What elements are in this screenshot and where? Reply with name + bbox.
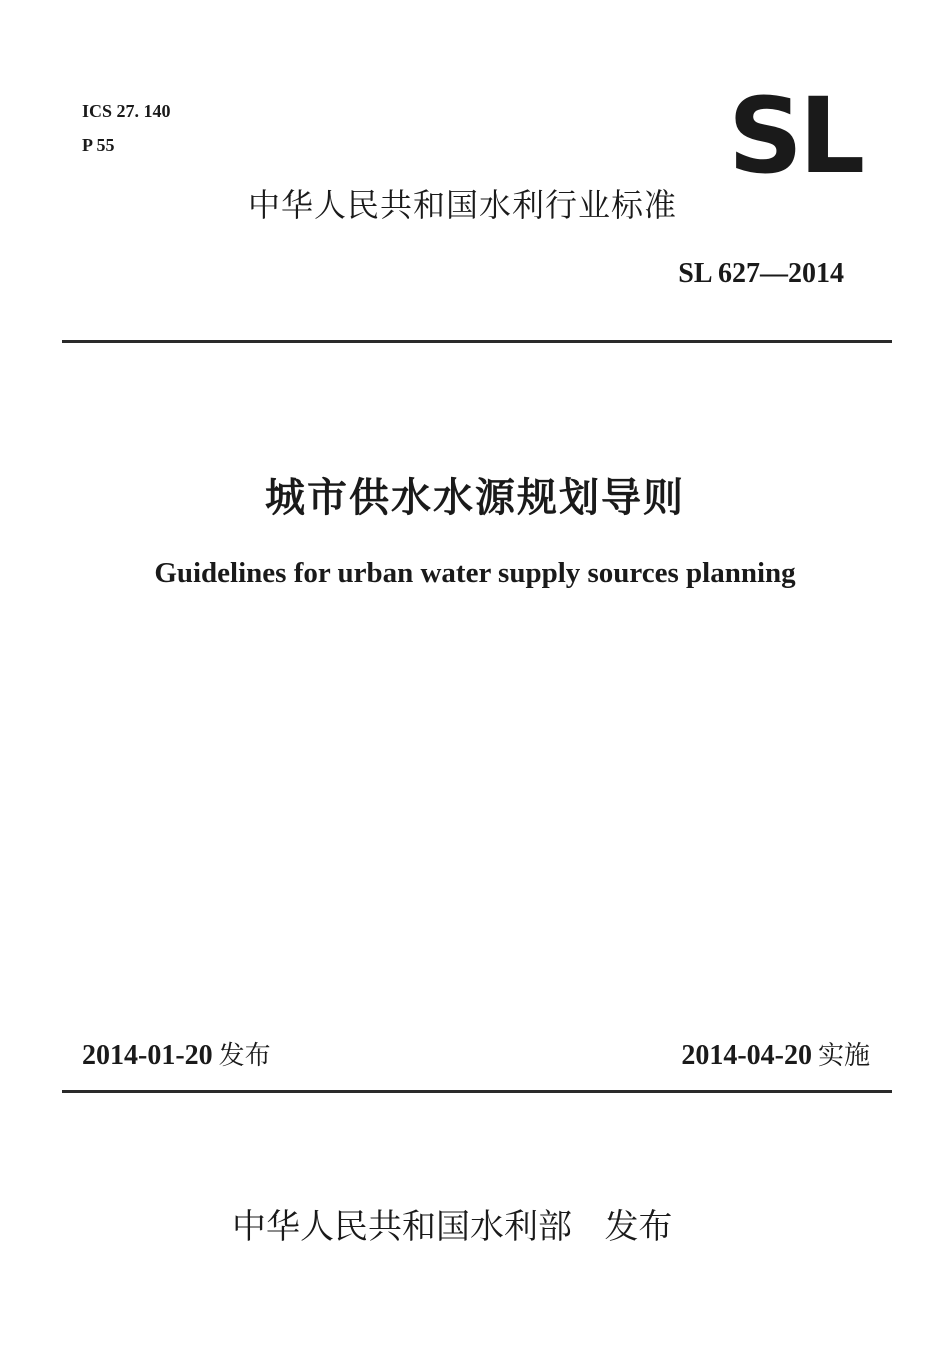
publisher-block bbox=[232, 1204, 672, 1250]
sl-logo: SL bbox=[728, 75, 862, 197]
implement-label: 实施 bbox=[817, 1041, 870, 1071]
top-divider bbox=[62, 340, 892, 343]
title-english: Guidelines for urban water supply sources planning bbox=[154, 557, 796, 589]
publish-label: 发布 bbox=[604, 1207, 673, 1247]
implement-date-block bbox=[681, 1036, 870, 1076]
standard-code: SL 627—2014 bbox=[678, 258, 844, 289]
bottom-divider bbox=[62, 1090, 892, 1093]
standard-category: 中华人民共和国水利行业标准 bbox=[248, 186, 678, 224]
ccs-code: P 55 bbox=[82, 135, 115, 155]
issue-date: 2014-01-20 bbox=[82, 1040, 213, 1071]
implement-date: 2014-04-20 bbox=[681, 1040, 812, 1071]
ics-code: ICS 27. 140 bbox=[82, 101, 171, 121]
publisher-name: 中华人民共和国水利部 bbox=[232, 1207, 572, 1247]
issue-label: 发布 bbox=[218, 1041, 271, 1071]
title-chinese: 城市供水水源规划导则 bbox=[265, 475, 685, 521]
issue-date-block bbox=[82, 1036, 271, 1076]
